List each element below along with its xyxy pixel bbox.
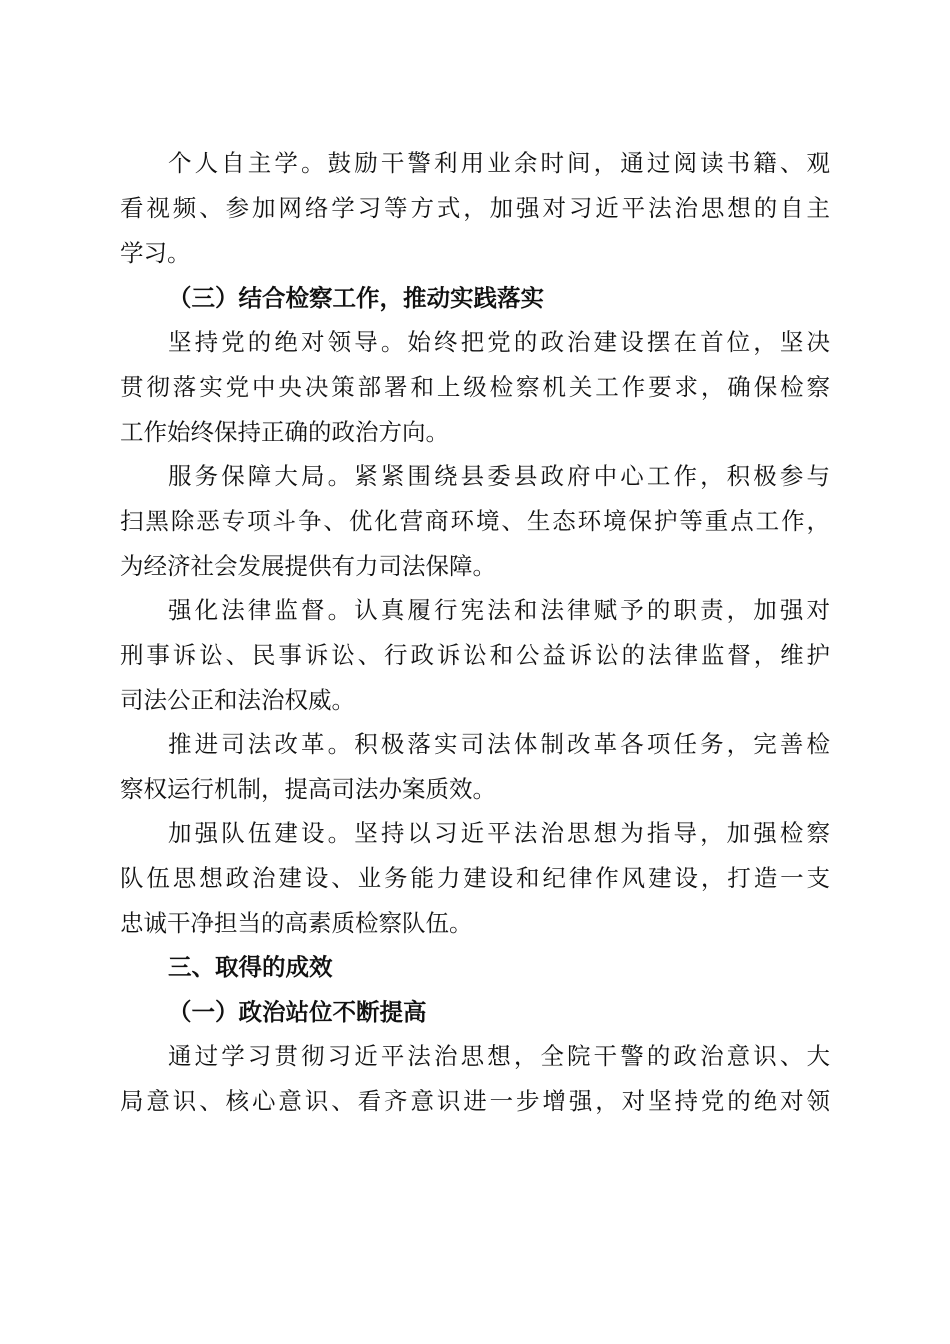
paragraph-line: 扫黑除恶专项斗争、优化营商环境、生态环境保护等重点工作， [120,507,830,535]
paragraph-line: 队伍思想政治建设、业务能力建设和纪律作风建设，打造一支 [120,864,830,892]
paragraph-line: 工作始终保持正确的政治方向。 [120,418,449,446]
paragraph-line: 看视频、参加网络学习等方式，加强对习近平法治思想的自主 [120,194,830,222]
paragraph-line: 通过学习贯彻习近平法治思想，全院干警的政治意识、大 [168,1042,830,1070]
paragraph-line: 加强队伍建设。坚持以习近平法治思想为指导，加强检察 [168,819,830,847]
paragraph-line: 局意识、核心意识、看齐意识进一步增强，对坚持党的绝对领 [120,1087,830,1115]
paragraph-line: 为经济社会发展提供有力司法保障。 [120,552,496,580]
paragraph-line: 司法公正和法治权威。 [120,686,355,714]
paragraph-line: 服务保障大局。紧紧围绕县委县政府中心工作，积极参与 [168,462,830,490]
paragraph-line: 个人自主学。鼓励干警利用业余时间，通过阅读书籍、观 [168,149,830,177]
paragraph-line: 坚持党的绝对领导。始终把党的政治建设摆在首位，坚决 [168,328,830,356]
paragraph-line: 强化法律监督。认真履行宪法和法律赋予的职责，加强对 [168,596,830,624]
paragraph-line: 贯彻落实党中央决策部署和上级检察机关工作要求，确保检察 [120,373,830,401]
paragraph-line: 忠诚干净担当的高素质检察队伍。 [120,909,473,937]
paragraph-line: 学习。 [120,239,191,267]
section-subheading: （一）政治站位不断提高 [168,998,427,1026]
paragraph-line: 刑事诉讼、民事诉讼、行政诉讼和公益诉讼的法律监督，维护 [120,641,830,669]
paragraph-line: 推进司法改革。积极落实司法体制改革各项任务，完善检 [168,730,830,758]
paragraph-line: 察权运行机制，提高司法办案质效。 [120,775,496,803]
section-heading: 三、取得的成效 [168,953,333,981]
section-subheading: （三）结合检察工作，推动实践落实 [168,284,544,312]
